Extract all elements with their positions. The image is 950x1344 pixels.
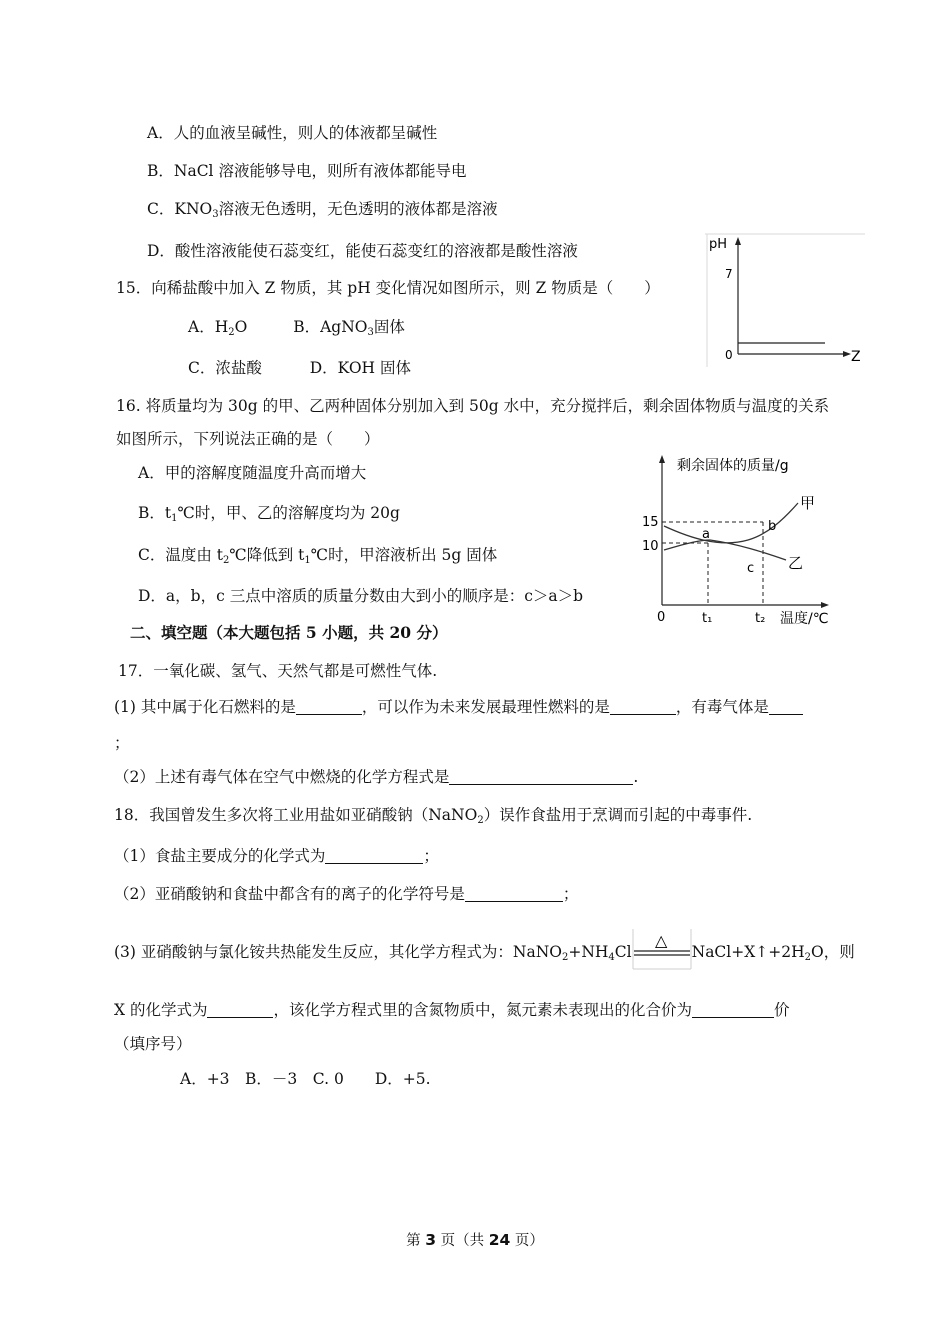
q17-part1: (1) 其中属于化石燃料的是 ，可以作为未来发展最理性燃料的是 ，有毒气体是 — [114, 697, 803, 717]
sol-tick-t1: t₁ — [702, 611, 713, 626]
q17-part2: （2）上述有毒气体在空气中燃烧的化学方程式是 . — [114, 768, 639, 786]
q15-option-d: D．KOH 固体 — [309, 359, 411, 377]
q15-option-a: A．$H_2O$ — [188, 318, 248, 338]
q17-stem: 17．一氧化碳、氢气、天然气都是可燃性气体. — [118, 662, 438, 680]
ph-graph — [705, 232, 865, 367]
q18-part3: (3) 亚硝酸钠与氯化铵共热能发生反应，其化学方程式为：$NaNO_2+NH_4Cl$ △ $NaCl+X↑+2H_2O$，则 — [114, 931, 855, 963]
sol-tick-15: 15 — [642, 515, 659, 530]
answer-blank[interactable] — [692, 1001, 774, 1018]
sol-point-b: b — [768, 519, 777, 534]
q18-fill-hint: （填序号） — [114, 1035, 192, 1053]
q14-option-d: D．酸性溶液能使石蕊变红，能使石蕊变红的溶液都是酸性溶液 — [147, 242, 578, 260]
sol-x-label: 温度/℃ — [780, 611, 829, 627]
q18-stem: 18．我国曾发生多次将工业用盐如亚硝酸钠（NaNO$_2$）误作食盐用于烹调而引起的中毒事件. — [114, 806, 753, 826]
sol-label-yi: 乙 — [788, 554, 804, 572]
page-number: 3 — [425, 1231, 436, 1249]
q15-options-ab — [188, 317, 405, 337]
ph-y-arrow — [735, 237, 741, 245]
sol-tick-10: 10 — [642, 539, 659, 554]
ph-tick-7: 7 — [725, 267, 733, 281]
heat-triangle: △ — [654, 931, 667, 950]
sol-y-arrow — [659, 455, 665, 463]
q18-part1: （1）食盐主要成分的化学式为 ； — [114, 847, 439, 865]
curve-jia — [664, 503, 798, 543]
sol-label-jia: 甲 — [800, 494, 816, 512]
page-total: 24 — [488, 1231, 511, 1249]
q16-stem-line1: 16. 将质量均为 30g 的甲、乙两种固体分别加入到 50g 水中，充分搅拌后，剩余固体物质与温度的关系 — [116, 397, 830, 415]
q15-stem: 15．向稀盐酸中加入 Z 物质，其 pH 变化情况如图所示，则 Z 物质是（ ） — [116, 279, 660, 297]
section-title: 二、填空题（本大题包括 5 小题，共 20 分） — [130, 623, 448, 642]
q16-option-c: C．温度由 $t_2℃$降低到 $t_1℃$时，甲溶液析出 5g 固体 — [138, 546, 498, 566]
q16-option-b: B．$t_1℃$时，甲、乙的溶解度均为 20g — [138, 504, 400, 524]
ph-x-arrow — [843, 351, 851, 357]
q14-option-b: B．NaCl 溶液能够导电，则所有液体都能导电 — [147, 162, 467, 180]
ph-origin: 0 — [725, 348, 733, 362]
q18-part3-cont: X 的化学式为 ，该化学方程式里的含氮物质中，氮元素未表现出的化合价为 价 — [114, 1001, 790, 1019]
q16-stem-line2: 如图所示，下列说法正确的是（ ） — [116, 430, 380, 448]
sol-y-label: 剩余固体的质量/g — [677, 458, 789, 474]
q15-option-b: B．AgNO$_3$固体 — [293, 318, 405, 338]
page-footer: 第 3 页（共 24 页） — [406, 1231, 544, 1249]
sol-point-a: a — [702, 527, 710, 542]
answer-blank[interactable] — [769, 698, 803, 715]
answer-blank[interactable] — [449, 768, 633, 785]
sol-origin: 0 — [657, 610, 666, 625]
q18-choices: A．+3 B．－3 C. 0 D．+5. — [180, 1070, 431, 1088]
curve-yi — [664, 540, 786, 560]
q17-part1-end: ； — [114, 734, 130, 752]
q15-option-c: C．浓盐酸 — [188, 359, 262, 377]
answer-blank[interactable] — [465, 885, 563, 902]
sol-point-c: c — [747, 561, 755, 576]
answer-blank[interactable] — [325, 847, 423, 864]
answer-blank[interactable] — [610, 698, 676, 715]
ph-y-label: pH — [709, 237, 728, 252]
ph-x-label: Z — [851, 349, 861, 365]
sol-x-arrow — [821, 602, 829, 608]
q14-option-c: C．$KNO_3$溶液无色透明，无色透明的液体都是溶液 — [147, 200, 498, 220]
sol-tick-t2: t₂ — [755, 611, 766, 626]
q16-option-d: D．a，b，c 三点中溶质的质量分数由大到小的顺序是：c＞a＞b — [138, 587, 584, 605]
answer-blank[interactable] — [296, 698, 362, 715]
answer-blank[interactable] — [207, 1001, 273, 1018]
q14-option-a: A．人的血液呈碱性，则人的体液都呈碱性 — [147, 124, 438, 142]
q16-option-a: A．甲的溶解度随温度升高而增大 — [138, 464, 367, 482]
heat-condition — [632, 931, 692, 961]
q18-part2: （2）亚硝酸钠和食盐中都含有的离子的化学符号是 ； — [114, 885, 579, 903]
solubility-graph — [638, 450, 838, 630]
q15-options-cd — [188, 358, 411, 378]
